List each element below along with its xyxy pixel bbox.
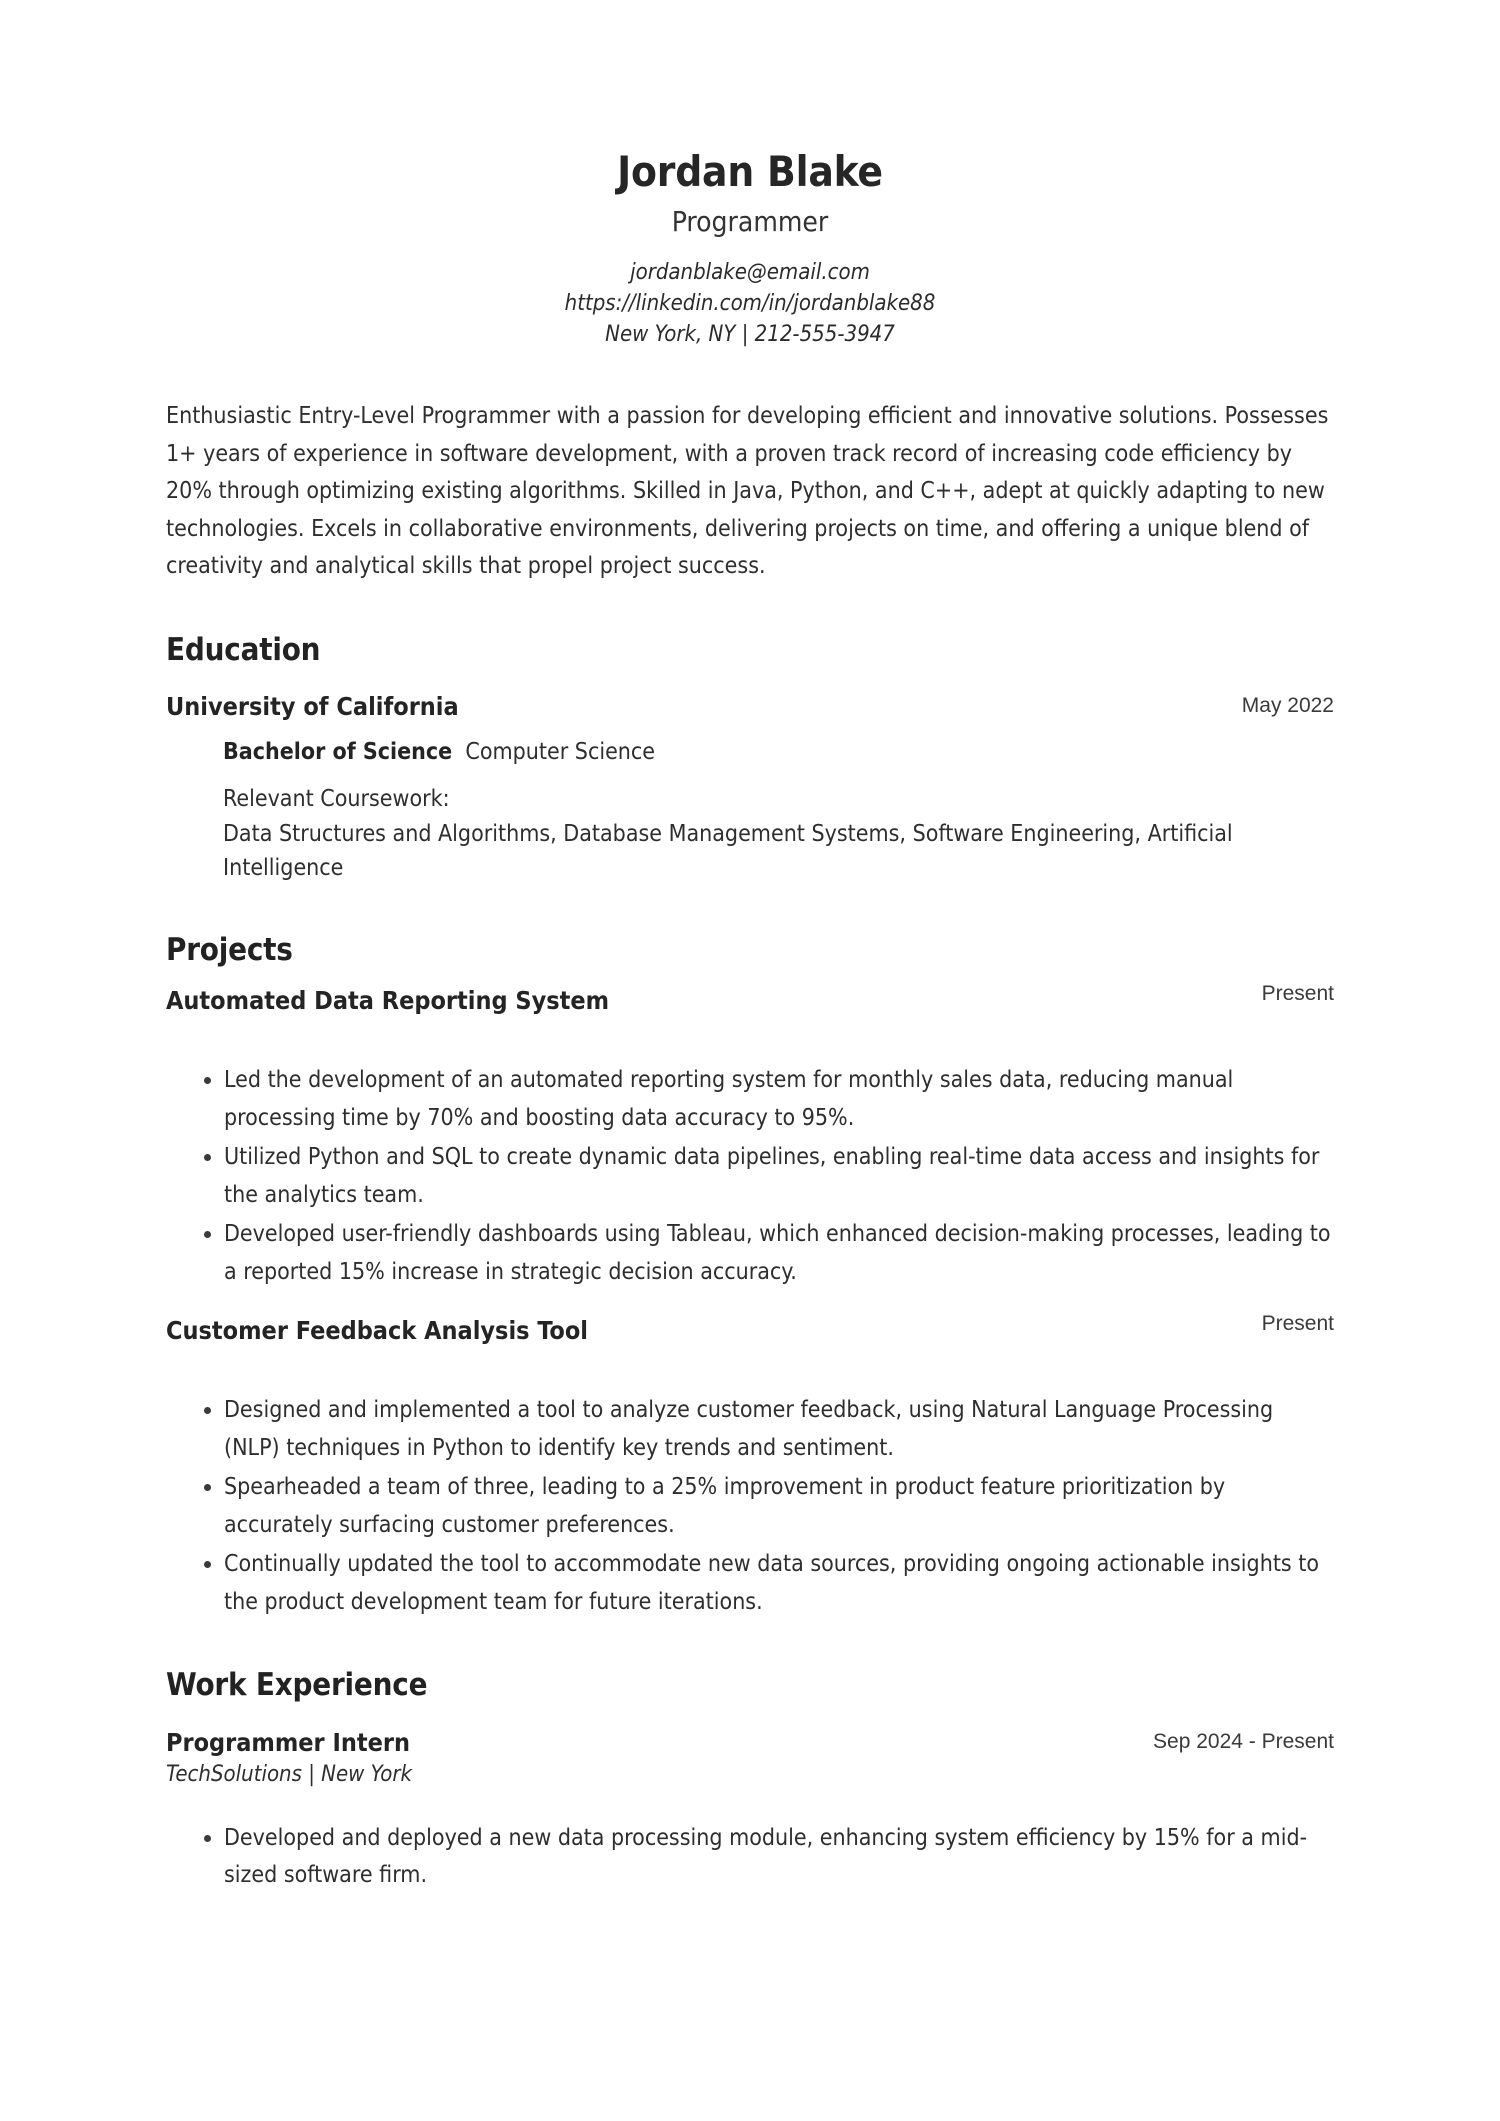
project-entry xyxy=(166,1312,1334,1621)
education-entry xyxy=(166,691,1334,886)
work-bullet-list xyxy=(166,1820,1334,1895)
project-title: Automated Data Reporting System xyxy=(166,986,610,1016)
list-item xyxy=(166,1392,1334,1467)
project-heading-col xyxy=(166,985,1242,1016)
list-item xyxy=(166,1139,1334,1214)
project-title: Customer Feedback Analysis Tool xyxy=(166,1316,588,1346)
section-projects xyxy=(166,932,1334,1622)
project-heading-col xyxy=(166,1315,1242,1346)
section-heading-projects: Projects xyxy=(166,931,293,968)
contact-linkedin[interactable]: https://linkedin.com/in/jordanblake88 xyxy=(564,290,936,316)
coursework-list: Data Structures and Algorithms, Database Management Systems, Software Engineering, Artificial Intelligence xyxy=(223,820,1233,882)
list-item xyxy=(166,1546,1334,1621)
resume-header xyxy=(166,0,1334,350)
list-item xyxy=(166,1469,1334,1544)
work-entry xyxy=(166,1727,1334,1895)
education-date: May 2022 xyxy=(1241,693,1334,717)
project-bullet-list xyxy=(166,1062,1334,1291)
list-item xyxy=(166,1062,1334,1137)
candidate-job-title: Programmer xyxy=(671,205,829,239)
work-entry-head xyxy=(166,1727,1334,1790)
list-item xyxy=(166,1216,1334,1291)
work-date: Sep 2024 - Present xyxy=(1153,1729,1334,1753)
bullet-text: Designed and implemented a tool to analyze customer feedback, using Natural Language Processing (NLP) techniques in Python to identify key trends and sentiment. xyxy=(224,1397,1274,1461)
contact-location-phone: New York, NY | 212-555-3947 xyxy=(605,322,895,348)
professional-summary: Enthusiastic Entry-Level Programmer with a passion for developing efficient and innovative solutions. Possesses 1+ years of experience in software development, with a proven track record of increasing code efficiency by 20% through optimizing existing algorithms. Skilled in Java, Python, and C++, adept at quickly adapting to new technologies. Excels in collaborative environments, delivering projects on time, and offering a unique blend of creativity and analytical skills that propel project success. xyxy=(166,403,1329,580)
bullet-dot-icon xyxy=(204,1154,211,1161)
bullet-text: Led the development of an automated reporting system for monthly sales data, reducing manual processing time by 70% and boosting data accuracy to 95%. xyxy=(224,1067,1234,1131)
section-heading-work-experience: Work Experience xyxy=(166,1667,428,1704)
education-institution: University of California xyxy=(166,691,459,721)
education-heading-col xyxy=(166,691,1222,722)
bullet-text: Utilized Python and SQL to create dynamic data pipelines, enabling real-time data access and insights for the analytics team. xyxy=(224,1144,1320,1208)
education-degree-line xyxy=(223,736,1334,768)
project-date: Present xyxy=(1261,982,1334,1006)
bullet-text: Developed and deployed a new data processing module, enhancing system efficiency by 15% for a mid-sized software firm. xyxy=(224,1824,1308,1888)
coursework-label: Relevant Coursework: xyxy=(223,786,450,813)
bullet-dot-icon xyxy=(204,1561,211,1568)
education-degree: Bachelor of Science xyxy=(223,739,453,766)
education-coursework xyxy=(223,782,1313,886)
work-heading-col xyxy=(166,1727,1133,1790)
bullet-dot-icon xyxy=(204,1407,211,1414)
bullet-dot-icon xyxy=(204,1835,211,1842)
education-entry-head xyxy=(166,691,1334,722)
resume-content xyxy=(166,0,1334,1900)
list-item xyxy=(166,1820,1334,1895)
section-education xyxy=(166,632,1334,886)
entry-spacer xyxy=(166,1297,1334,1315)
candidate-name: Jordan Blake xyxy=(617,147,883,196)
education-field: Computer Science xyxy=(465,739,656,766)
project-date: Present xyxy=(1261,1312,1334,1336)
project-entry-head xyxy=(166,1312,1334,1346)
work-company-location: TechSolutions | New York xyxy=(166,1761,412,1787)
contact-email[interactable]: jordanblake@email.com xyxy=(630,259,870,285)
section-heading-education: Education xyxy=(166,631,321,668)
bullet-dot-icon xyxy=(204,1484,211,1491)
project-bullet-list xyxy=(166,1392,1334,1621)
project-entry xyxy=(166,982,1334,1291)
bullet-text: Spearheaded a team of three, leading to a 25% improvement in product feature prioritization by accurately surfacing customer preferences. xyxy=(224,1474,1226,1538)
bullet-text: Continually updated the tool to accommodate new data sources, providing ongoing actionable insights to the product development team for future iterations. xyxy=(224,1551,1320,1615)
section-work-experience xyxy=(166,1667,1334,1894)
bullet-dot-icon xyxy=(204,1231,211,1238)
contact-block xyxy=(166,257,1334,351)
bullet-text: Developed user-friendly dashboards using Tableau, which enhanced decision-making processes, leading to a reported 15% increase in strategic decision accuracy. xyxy=(224,1221,1331,1285)
bullet-dot-icon xyxy=(204,1077,211,1084)
work-job-title: Programmer Intern xyxy=(166,1727,410,1757)
project-entry-head xyxy=(166,982,1334,1016)
